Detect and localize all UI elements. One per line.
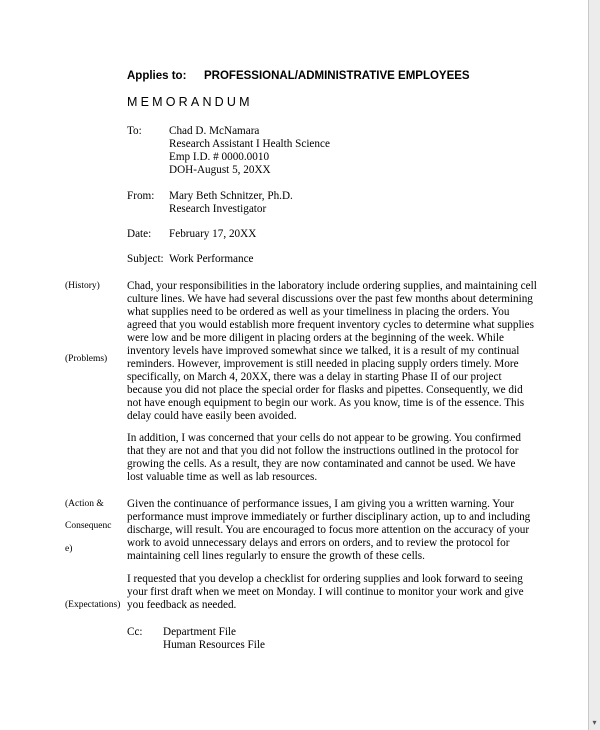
paragraph-line: Chad, your responsibilities in the laboratory include ordering supplies, and maintaining cell — [127, 280, 537, 292]
cc-line: Human Resources File — [163, 639, 265, 651]
paragraph-line: Given the continuance of performance issues, I am giving you a written warning. Your — [127, 498, 515, 510]
margin-note-problems: (Problems) — [65, 354, 108, 364]
paragraph-line: growing the cells. As a result, they are now contaminated and cannot be used. We have — [127, 458, 516, 470]
subject-label: Subject: — [127, 253, 164, 265]
paragraph-line: performance must improve immediately or further disciplinary action, up to and including — [127, 511, 531, 523]
subject-value: Work Performance — [169, 253, 254, 265]
chevron-down-icon[interactable]: ▾ — [592, 718, 597, 727]
applies-to-value: PROFESSIONAL/ADMINISTRATIVE EMPLOYEES — [204, 70, 470, 82]
to-line: DOH-August 5, 20XX — [169, 164, 271, 176]
to-line: Emp I.D. # 0000.0010 — [169, 151, 270, 163]
margin-note-history: (History) — [65, 281, 100, 291]
from-block — [169, 190, 293, 216]
to-block — [169, 125, 330, 177]
paragraph-line: not have enough equipment to begin our work. As you know, time is of the essence. This — [127, 397, 525, 409]
applies-to-label: Applies to: — [127, 70, 187, 82]
cc-block — [163, 626, 265, 652]
paragraph-line: because you did not place the special order for flasks and pipettes. Consequently, we did — [127, 384, 523, 396]
paragraph-line: that they are not and that you did not follow the instructions outlined in the protocol for — [127, 445, 519, 457]
paragraph-line: delay could have easily been avoided. — [127, 410, 297, 422]
paragraph-line: inventory levels have improved somewhat since we talked, it is a result of my continual — [127, 345, 520, 357]
paragraph-line: discharge, will result. You are encouraged to focus more attention on the accuracy of your — [127, 524, 530, 536]
paragraph-line: what supplies need to be ordered as well as your timeliness in placing the orders. You — [127, 306, 510, 318]
paragraph-line: your first draft when we meet on Monday. I will continue to monitor your work and give — [127, 586, 524, 598]
from-line: Research Investigator — [169, 203, 267, 215]
to-line: Chad D. McNamara — [169, 125, 260, 137]
cc-label: Cc: — [127, 626, 143, 638]
paragraph-line: lost valuable time as well as lab resources. — [127, 471, 318, 483]
to-line: Research Assistant I Health Science — [169, 138, 330, 150]
cc-line: Department File — [163, 626, 237, 638]
paragraph-line: In addition, I was concerned that your cells do not appear to be growing. You confirmed — [127, 432, 521, 444]
date-label: Date: — [127, 228, 152, 240]
paragraph-line: agreed that you would establish more frequent inventory cycles to determine what supplies — [127, 319, 534, 331]
body-paragraph — [127, 498, 530, 563]
margin-note-consequence: Consequenc — [65, 521, 112, 531]
paragraph-line: specifically, on March 4, 20XX, there was a delay in starting Phase II of our project — [127, 371, 502, 383]
scrollbar[interactable] — [589, 0, 600, 730]
body-paragraph — [127, 280, 537, 423]
paragraph-line: reminders. However, improvement is still needed in placing supply orders timely. More — [127, 358, 519, 370]
paragraph-line: maintaining cell lines regularly to ensure the growth of these cells. — [127, 550, 425, 562]
to-label: To: — [127, 125, 142, 137]
paragraph-line: work to avoid unnecessary delays and errors on orders, and to review the protocol for — [127, 537, 510, 549]
margin-note-action: (Action & — [65, 499, 104, 509]
from-line: Mary Beth Schnitzer, Ph.D. — [169, 190, 293, 202]
memo-title: MEMORANDUM — [127, 95, 253, 109]
paragraph-line: culture lines. We have had several discussions over the past few months about determining — [127, 293, 533, 305]
margin-note-expectations: (Expectations) — [65, 600, 121, 610]
body-paragraph — [127, 573, 524, 612]
from-label: From: — [127, 190, 155, 202]
paragraph-line: you feedback as needed. — [127, 599, 237, 611]
body-paragraph — [127, 432, 521, 484]
paragraph-line: were low and be more diligent in placing orders at the beginning of the week. While — [127, 332, 504, 344]
margin-note-consequence-end: e) — [65, 544, 73, 554]
paragraph-line: I requested that you develop a checklist for ordering supplies and look forward to seeing — [127, 573, 523, 585]
date-value: February 17, 20XX — [169, 228, 257, 240]
